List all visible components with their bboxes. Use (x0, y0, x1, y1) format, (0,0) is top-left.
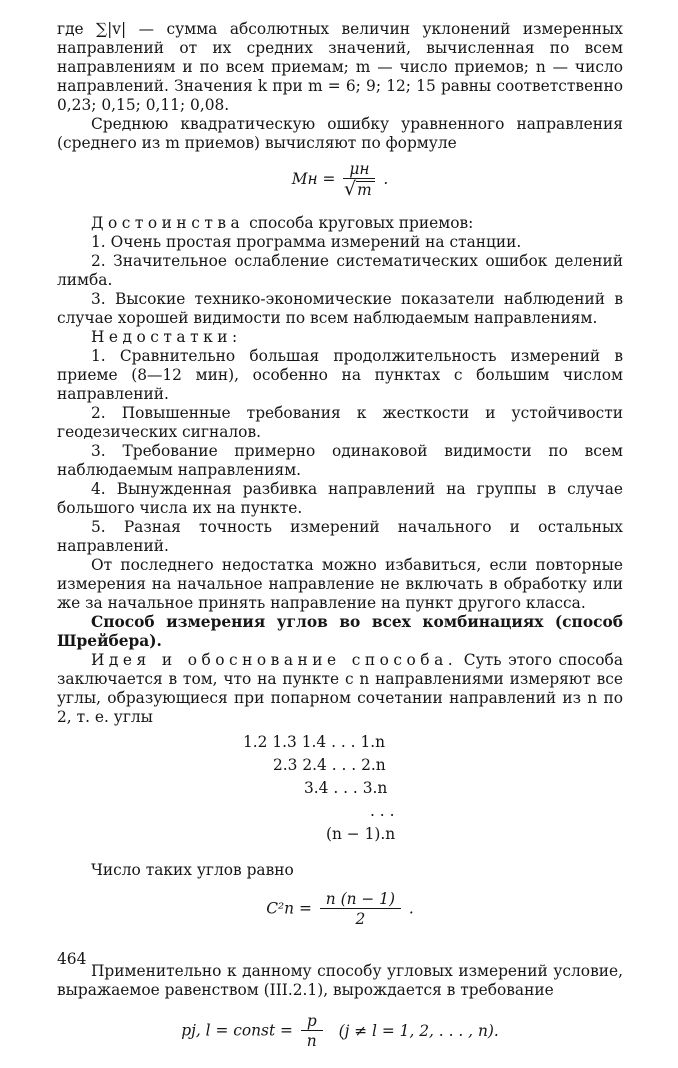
formula-dot: . (383, 170, 389, 188)
angle-triangle (57, 733, 623, 851)
formula-mean-error (57, 160, 623, 214)
method-title: Способ измерения углов во всех комбинациях (способ Шрейбера). (57, 613, 623, 650)
paragraph-condition: Применительно к данному способу угловых измерений условие, выражаемое равенством (III.2.1), вырождается в требование (57, 962, 623, 999)
advantage-item: 2. Значительное ослабление систематических ошибок делений лимба. (57, 252, 623, 289)
disadvantage-item: 4. Вынужденная разбивка направлений на группы в случае большого числа их на пункте. (57, 480, 623, 517)
idea-heading-spaced: Идея и обоснование способа. (91, 651, 458, 669)
angle-row-ellipsis: . . . (370, 802, 395, 820)
disadvantage-item: 5. Разная точность измерений начального и остальных направлений. (57, 518, 623, 555)
fraction (301, 1012, 323, 1051)
disadvantage-item: 3. Требование примерно одинаковой видимости по всем наблюдаемым направлениям. (57, 442, 623, 479)
fraction-numerator: p (301, 1012, 323, 1031)
angle-row: 2.3 2.4 . . . 2.n (273, 756, 386, 774)
fraction-denominator: 2 (355, 910, 366, 928)
page-body (57, 20, 623, 1068)
fraction (320, 890, 401, 929)
fraction (343, 160, 375, 200)
angle-row: (n − 1).n (326, 825, 396, 843)
disadvantages-heading (57, 328, 623, 347)
formula-combinations (57, 890, 623, 948)
angle-row: 1.2 1.3 1.4 . . . 1.n (243, 733, 386, 751)
paragraph-count: Число таких углов равно (91, 861, 294, 879)
formula-lhs: C²n = (266, 899, 312, 918)
advantages-heading-spaced: Достоинства (91, 214, 245, 232)
formula-lhs: Mн = (291, 170, 336, 188)
paragraph-rms-error: Среднюю квадратическую ошибку уравненного направления (среднего из m приемов) вычисляют по формуле (57, 115, 623, 152)
disadvantage-item: 2. Повышенные требования к жесткости и устойчивости геодезических сигналов. (57, 404, 623, 441)
formula-dot: . (408, 899, 414, 918)
formula-weights (57, 1012, 623, 1068)
angle-row: 3.4 . . . 3.n (304, 779, 388, 797)
formula-lhs: pj, l = const = (181, 1021, 293, 1040)
fraction-numerator: n (n − 1) (320, 890, 401, 909)
paragraph-last-drawback: От последнего недостатка можно избавиться, если повторные измерения на начальное направление не включать в обработку или же за начальное принять направление на пункт другого класса. (57, 556, 623, 612)
sqrt-icon: √ (344, 178, 357, 200)
advantages-heading (57, 214, 623, 233)
paragraph-idea (57, 651, 623, 727)
advantages-heading-rest: способа круговых приемов: (249, 214, 474, 232)
fraction-denominator: n (306, 1032, 317, 1050)
advantage-item: 3. Высокие технико-экономические показатели наблюдений в случае хорошей видимости по всем наблюдаемым направлениям. (57, 290, 623, 327)
sqrt-radicand: m (356, 181, 375, 199)
disadvantages-heading-spaced: Недостатки: (91, 328, 242, 346)
disadvantage-item: 1. Сравнительно большая продолжительность измерений в приеме (8—12 мин), особенно на пунктах с большим числом направлений. (57, 347, 623, 403)
fraction-denominator (343, 179, 375, 200)
page-number: 464 (57, 950, 87, 968)
fraction-numerator: μн (343, 160, 375, 179)
paragraph-intro: где ∑|v| — сумма абсолютных величин уклонений измеренных направлений от их средних значений, вычисленная по всем направлениям и по всем приемам; m — число приемов; n — число направлений. Значения k при m = 6; 9; 12; 15 равны соответственно 0,23; 0,15; 0,11; 0,08. (57, 20, 623, 114)
formula-range: (j ≠ l = 1, 2, . . . , n). (338, 1021, 499, 1040)
idea-text: Суть этого способа заключается в том, что на пункте с n направлениями измеряют все углы, образующиеся при попарном сочетании направлений из n по 2, т. е. углы (57, 651, 623, 726)
advantage-item: 1. Очень простая программа измерений на станции. (91, 233, 522, 251)
